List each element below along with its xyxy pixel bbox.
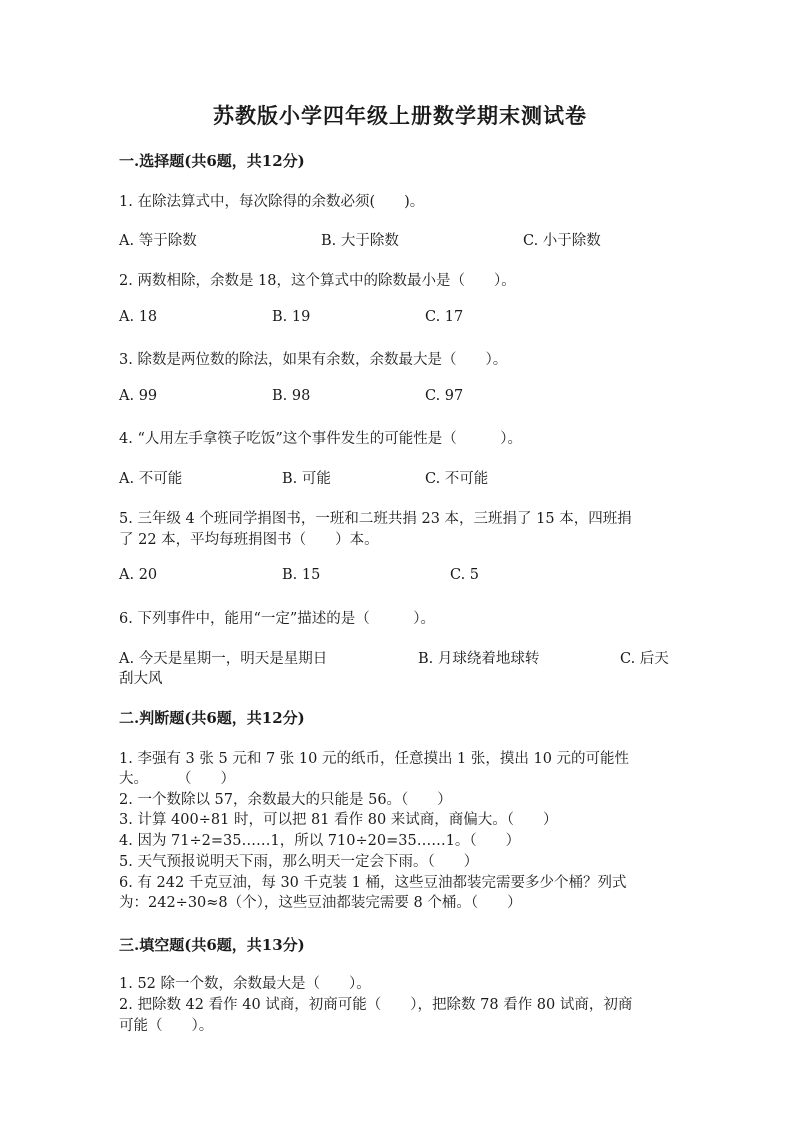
option-c: C. 后天 bbox=[620, 651, 669, 667]
option-c: C. 不可能 bbox=[425, 471, 489, 487]
statement-line: 6. 有 242 千克豆油，每 30 千克装 1 桶，这些豆油都装完需要多少个桶？列式 bbox=[119, 875, 627, 891]
fill-blank-line: 2. 把除数 42 看作 40 试商，初商可能（ ），把除数 78 看作 80 试商，初商 bbox=[119, 997, 633, 1013]
statement-line: 3. 计算 400÷81 时，可以把 81 看作 80 来试商，商偏大。（ ） bbox=[119, 812, 558, 828]
page-title: 苏教版小学四年级上册数学期末测试卷 bbox=[213, 103, 587, 128]
statement-line: 2. 一个数除以 57，余数最大的只能是 56。（ ） bbox=[119, 792, 452, 808]
statement-line: 5. 天气预报说明天下雨，那么明天一定会下雨。（ ） bbox=[119, 854, 479, 870]
option-c: C. 17 bbox=[425, 309, 464, 325]
statement-line: 为：242÷30≈8（个），这些豆油都装完需要 8 个桶。（ ） bbox=[119, 895, 522, 911]
fill-blank-line: 可能（ ）。 bbox=[119, 1018, 214, 1034]
question-text: 6. 下列事件中，能用“一定”描述的是（ ）。 bbox=[119, 611, 436, 627]
option-b: B. 大于除数 bbox=[321, 233, 399, 249]
option-a: A. 今天是星期一，明天是星期日 bbox=[119, 651, 328, 667]
option-b: B. 19 bbox=[272, 309, 311, 325]
question-text: 2. 两数相除，余数是 18，这个算式中的除数最小是（ ）。 bbox=[119, 273, 516, 289]
statement-line: 1. 李强有 3 张 5 元和 7 张 10 元的纸币，任意摸出 1 张，摸出 10 元的可能性 bbox=[119, 751, 630, 767]
option-a: A. 99 bbox=[119, 388, 158, 404]
option-c: C. 5 bbox=[450, 567, 480, 583]
option-a: A. 18 bbox=[119, 309, 158, 325]
option-c-wrap: 刮大风 bbox=[119, 671, 163, 687]
option-c: C. 97 bbox=[425, 388, 464, 404]
option-b: B. 月球绕着地球转 bbox=[418, 651, 540, 667]
question-text: 了 22 本，平均每班捐图书（ ）本。 bbox=[119, 532, 379, 548]
statement-line: 4. 因为 71÷2=35……1，所以 710÷20=35……1。（ ） bbox=[119, 833, 521, 849]
option-b: B. 15 bbox=[282, 567, 321, 583]
question-text: 1. 在除法算式中，每次除得的余数必须( )。 bbox=[119, 194, 425, 210]
question-text: 4. “人用左手拿筷子吃饭”这个事件发生的可能性是（ ）。 bbox=[119, 431, 523, 447]
option-a: A. 等于除数 bbox=[119, 233, 197, 249]
fill-blank-line: 1. 52 除一个数，余数最大是（ ）。 bbox=[119, 976, 371, 992]
question-text: 5. 三年级 4 个班同学捐图书，一班和二班共捐 23 本，三班捐了 15 本，四班捐 bbox=[119, 511, 632, 527]
question-text: 3. 除数是两位数的除法，如果有余数，余数最大是（ ）。 bbox=[119, 352, 508, 368]
option-b: B. 98 bbox=[272, 388, 311, 404]
section-heading-judgement: 二.判断题(共6题，共12分) bbox=[119, 709, 305, 727]
section-heading-fill-blank: 三.填空题(共6题，共13分) bbox=[119, 936, 305, 954]
option-a: A. 不可能 bbox=[119, 471, 183, 487]
option-c: C. 小于除数 bbox=[523, 233, 601, 249]
statement-line: 大。 （ ） bbox=[119, 771, 235, 787]
option-a: A. 20 bbox=[119, 567, 158, 583]
section-heading-choice: 一.选择题(共6题，共12分) bbox=[119, 152, 305, 170]
option-b: B. 可能 bbox=[282, 471, 331, 487]
